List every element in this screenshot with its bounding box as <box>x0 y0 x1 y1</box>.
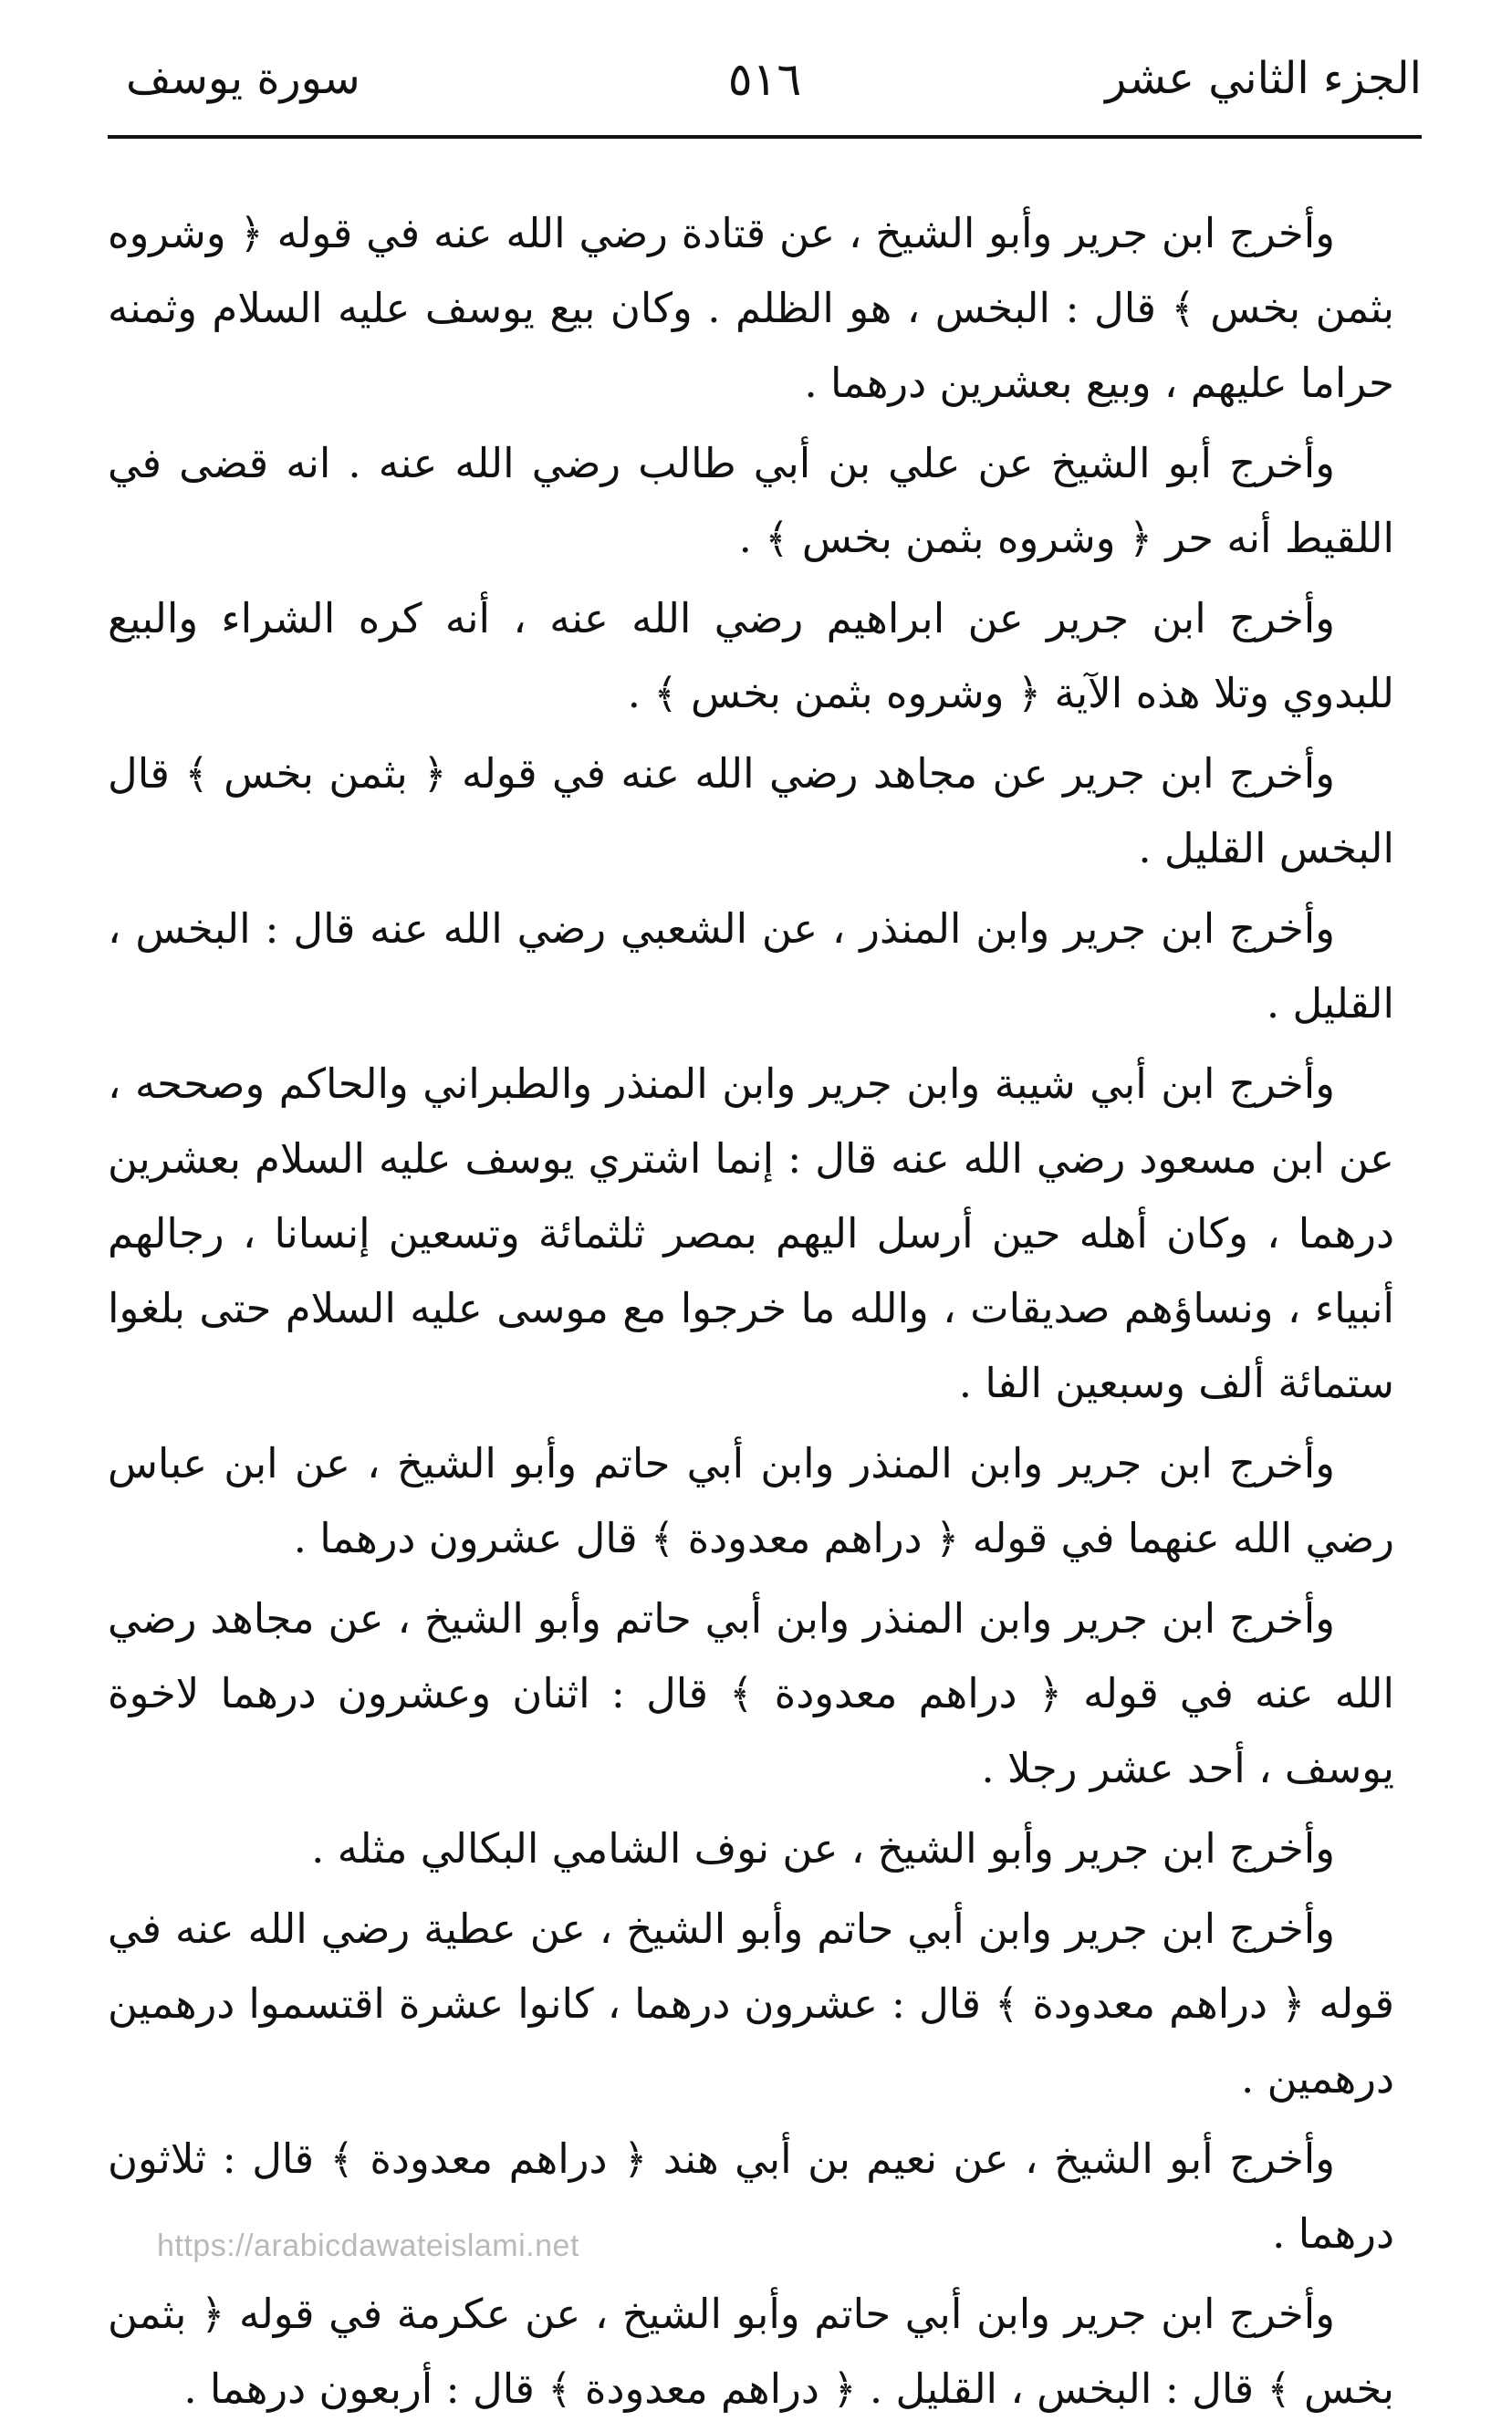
paragraph-8: وأخرج ابن جرير وابن المنذر وابن أبي حاتم وأبو الشيخ ، عن مجاهد رضي الله عنه في قوله ﴿ دراهم معدودة ﴾ قال : اثنان وعشرون درهما لاخوة يوسف ، أحد عشر رجلا . <box>108 1594 1394 1792</box>
paragraph-1: وأخرج ابن جرير وأبو الشيخ ، عن قتادة رضي الله عنه في قوله ﴿ وشروه بثمن بخس ﴾ قال : البخس ، هو الظلم . وكان بيع يوسف عليه السلام وثمنه حراما عليهم ، وبيع بعشرين درهما . <box>108 209 1394 407</box>
paragraph-5: وأخرج ابن جرير وابن المنذر ، عن الشعبي رضي الله عنه قال : البخس ، القليل . <box>108 904 1394 1028</box>
page-number: ٥١٦ <box>727 53 802 106</box>
paragraph-9: وأخرج ابن جرير وأبو الشيخ ، عن نوف الشامي البكالي مثله . <box>311 1824 1335 1873</box>
watermark-url: https://arabicdawateislami.net <box>157 2228 579 2263</box>
page-body <box>108 196 1394 2432</box>
part-title: الجزء الثاني عشر <box>1105 53 1422 104</box>
surah-title: سورة يوسف <box>126 53 360 104</box>
paragraph-7: وأخرج ابن جرير وابن المنذر وابن أبي حاتم وأبو الشيخ ، عن ابن عباس رضي الله عنهما في قوله ﴿ دراهم معدودة ﴾ قال عشرون درهما . <box>108 1439 1394 1562</box>
paragraph-4: وأخرج ابن جرير عن مجاهد رضي الله عنه في قوله ﴿ بثمن بخس ﴾ قال البخس القليل . <box>108 749 1394 872</box>
header-divider <box>108 135 1422 139</box>
paragraph-6: وأخرج ابن أبي شيبة وابن جرير وابن المنذر والطبراني والحاكم وصححه ، عن ابن مسعود رضي الله عنه قال : إنما اشتري يوسف عليه السلام بعشرين درهما ، وكان أهله حين أرسل اليهم بمصر ثلثمائة وتسعين إنسانا ، رجالهم أنبياء ، ونساؤهم صديقات ، والله ما خرجوا مع موسى عليه السلام حتى بلغوا ستمائة ألف وسبعين الفا . <box>108 1059 1394 1407</box>
page-header <box>108 53 1422 144</box>
paragraph-11: وأخرج أبو الشيخ ، عن نعيم بن أبي هند ﴿ دراهم معدودة ﴾ قال : ثلاثون درهما . <box>108 2135 1394 2258</box>
paragraph-10: وأخرج ابن جرير وابن أبي حاتم وأبو الشيخ ، عن عطية رضي الله عنه في قوله ﴿ دراهم معدودة ﴾ قال : عشرون درهما ، كانوا عشرة اقتسموا درهمين درهمين . <box>108 1905 1394 2103</box>
paragraph-2: وأخرج أبو الشيخ عن علي بن أبي طالب رضي الله عنه . انه قضى في اللقيط أنه حر ﴿ وشروه بثمن بخس ﴾ . <box>108 439 1394 562</box>
paragraph-3: وأخرج ابن جرير عن ابراهيم رضي الله عنه ، أنه كره الشراء والبيع للبدوي وتلا هذه الآية ﴿ وشروه بثمن بخس ﴾ . <box>108 594 1394 717</box>
paragraph-12: وأخرج ابن جرير وابن أبي حاتم وأبو الشيخ ، عن عكرمة في قوله ﴿ بثمن بخس ﴾ قال : البخس ، القليل . ﴿ دراهم معدودة ﴾ قال : أربعون درهما . <box>108 2290 1394 2413</box>
